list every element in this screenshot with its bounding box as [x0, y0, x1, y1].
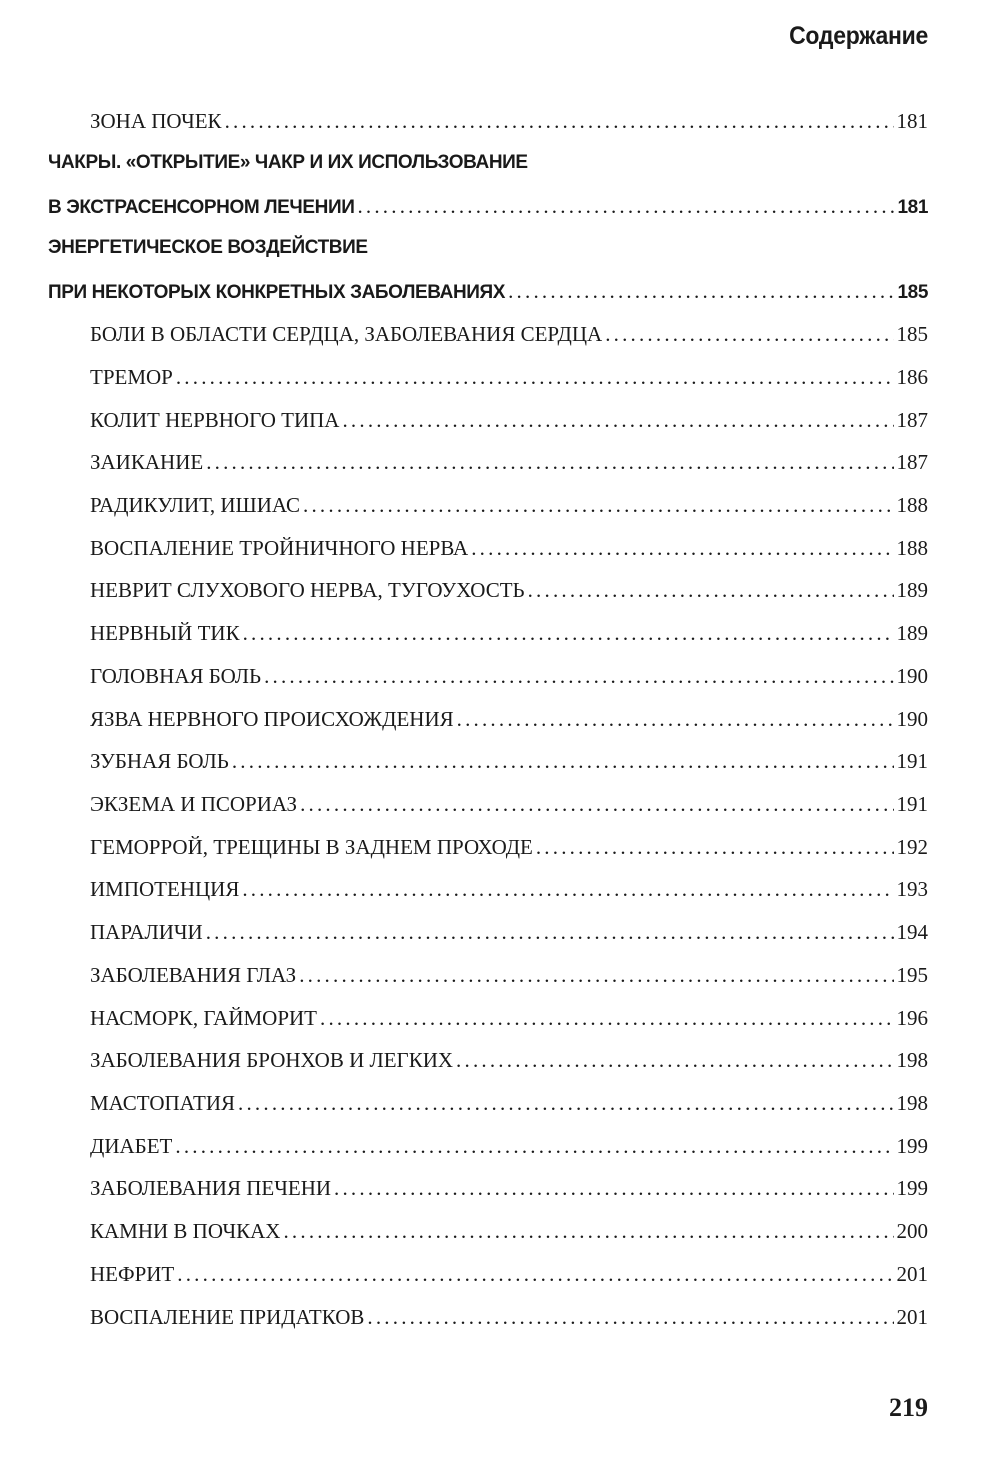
toc-dot-leader — [242, 877, 893, 902]
toc-entry-page: 192 — [896, 835, 928, 859]
toc-entry — [90, 450, 928, 480]
toc-entry — [90, 920, 928, 950]
toc-entry-page: 194 — [896, 920, 928, 944]
toc-entry-page: 181 — [896, 109, 928, 133]
toc-entry-page: 181 — [897, 197, 928, 218]
toc-entry-page: 198 — [896, 1048, 928, 1072]
toc-entry-title: В ЭКСТРАСЕНСОРНОМ ЛЕЧЕНИИ — [48, 197, 355, 218]
toc-entry-page: 193 — [896, 877, 928, 901]
toc-entry-title: ДИАБЕТ — [90, 1134, 173, 1158]
toc-entry-title: ЯЗВА НЕРВНОГО ПРОИСХОЖДЕНИЯ — [90, 707, 454, 731]
toc-entry — [90, 1176, 928, 1206]
toc-dot-leader — [528, 578, 894, 603]
toc-entry-page: 190 — [896, 664, 928, 688]
toc-entry-title: ИМПОТЕНЦИЯ — [90, 877, 240, 901]
toc-dot-leader — [334, 1176, 893, 1201]
toc-entry-title: ЗАБОЛЕВАНИЯ БРОНХОВ И ЛЕГКИХ — [90, 1048, 454, 1072]
toc-entry-page: 198 — [896, 1091, 928, 1115]
toc-entry — [90, 707, 928, 737]
toc-entry-page: 185 — [896, 322, 928, 346]
toc-entry — [90, 1006, 928, 1036]
toc-entry-page: 191 — [896, 792, 928, 816]
toc-entry-title: НЕРВНЫЙ ТИК — [90, 621, 240, 645]
toc-entry-title: НЕВРИТ СЛУХОВОГО НЕРВА, ТУГОУХОСТЬ — [90, 578, 525, 602]
toc-entry — [90, 1305, 928, 1335]
toc-dot-leader — [342, 408, 893, 433]
toc-entry-title: ПАРАЛИЧИ — [90, 920, 203, 944]
toc-entry — [90, 835, 928, 865]
toc-entry-title: ВОСПАЛЕНИЕ ТРОЙНИЧНОГО НЕРВА — [90, 536, 469, 560]
toc-entry-page: 199 — [896, 1176, 928, 1200]
toc-entry-title: БОЛИ В ОБЛАСТИ СЕРДЦА, ЗАБОЛЕВАНИЯ СЕРДЦА — [90, 322, 603, 346]
toc-dot-leader — [320, 1006, 893, 1031]
toc-entry — [90, 749, 928, 779]
toc-entry-page: 188 — [896, 493, 928, 517]
toc-entry — [90, 1091, 928, 1121]
toc-entry-page: 188 — [896, 536, 928, 560]
page-number: 219 — [889, 1393, 928, 1422]
toc-entry — [90, 1134, 928, 1164]
toc-dot-leader — [508, 279, 894, 304]
toc-dot-leader — [357, 194, 894, 219]
toc-entry-title: ЗОНА ПОЧЕК — [90, 109, 222, 133]
toc-section-entry — [48, 279, 928, 309]
toc-entry-page: 189 — [896, 578, 928, 602]
toc-entry — [90, 792, 928, 822]
toc-entry-title: КОЛИТ НЕРВНОГО ТИПА — [90, 408, 340, 432]
toc-entry — [90, 1219, 928, 1249]
toc-dot-leader — [225, 109, 894, 134]
toc-entry — [90, 578, 928, 608]
toc-dot-leader — [299, 963, 893, 988]
toc-dot-leader — [456, 1048, 893, 1073]
toc-entry-title: НЕФРИТ — [90, 1262, 175, 1286]
toc-entry-page: 190 — [896, 707, 928, 731]
toc-entry-page: 187 — [896, 408, 928, 432]
toc-entry-page: 196 — [896, 1006, 928, 1030]
toc-entry — [90, 493, 928, 523]
toc-dot-leader — [367, 1305, 893, 1330]
toc-dot-leader — [238, 1091, 893, 1116]
toc-entry-page: 185 — [897, 282, 928, 303]
toc-entry-title: ЧАКРЫ. «ОТКРЫТИЕ» ЧАКР И ИХ ИСПОЛЬЗОВАНИЕ — [48, 152, 528, 173]
toc-entry — [90, 621, 928, 651]
toc-entry-title: ПРИ НЕКОТОРЫХ КОНКРЕТНЫХ ЗАБОЛЕВАНИЯХ — [48, 282, 506, 303]
toc-entry-title: ЭНЕРГЕТИЧЕСКОЕ ВОЗДЕЙСТВИЕ — [48, 237, 368, 258]
toc-entry — [90, 365, 928, 395]
toc-dot-leader — [175, 1134, 893, 1159]
toc-dot-leader — [536, 835, 894, 860]
toc-entry-title: РАДИКУЛИТ, ИШИАС — [90, 493, 301, 517]
toc-dot-leader — [206, 920, 894, 945]
toc-section-entry — [48, 194, 928, 224]
toc-entry — [90, 664, 928, 694]
toc-entry-title: ЗАИКАНИЕ — [90, 450, 204, 474]
toc-dot-leader — [232, 749, 894, 774]
toc-dot-leader — [177, 1262, 893, 1287]
toc-entry-title: ТРЕМОР — [90, 365, 173, 389]
toc-entry-title: КАМНИ В ПОЧКАХ — [90, 1219, 281, 1243]
toc-entry-title: ЗАБОЛЕВАНИЯ ГЛАЗ — [90, 963, 297, 987]
toc-entry-title: ГЕМОРРОЙ, ТРЕЩИНЫ В ЗАДНЕМ ПРОХОДЕ — [90, 835, 533, 859]
toc-dot-leader — [300, 792, 893, 817]
toc-entry-title: ВОСПАЛЕНИЕ ПРИДАТКОВ — [90, 1305, 365, 1329]
toc-entry — [90, 322, 928, 352]
toc-section-heading — [48, 152, 928, 182]
toc-dot-leader — [264, 664, 893, 689]
toc-dot-leader — [283, 1219, 893, 1244]
toc-entry — [90, 1048, 928, 1078]
toc-entry-page: 189 — [896, 621, 928, 645]
toc-entry — [90, 408, 928, 438]
toc-entry-page: 201 — [896, 1262, 928, 1286]
toc-entry — [90, 109, 928, 139]
toc-dot-leader — [605, 322, 893, 347]
toc-entry — [90, 536, 928, 566]
toc-entry-page: 199 — [896, 1134, 928, 1158]
toc-entry-page: 195 — [896, 963, 928, 987]
toc-entry-page: 191 — [896, 749, 928, 773]
toc-dot-leader — [471, 536, 893, 561]
toc-section-heading — [48, 237, 928, 267]
toc-entry-page: 186 — [896, 365, 928, 389]
toc-entry-title: МАСТОПАТИЯ — [90, 1091, 236, 1115]
toc-entry — [90, 1262, 928, 1292]
toc-entry-title: ЗУБНАЯ БОЛЬ — [90, 749, 229, 773]
toc-entry-title: ГОЛОВНАЯ БОЛЬ — [90, 664, 262, 688]
toc-entry-page: 187 — [896, 450, 928, 474]
toc-entry-title: ЗАБОЛЕВАНИЯ ПЕЧЕНИ — [90, 1176, 332, 1200]
toc-dot-leader — [176, 365, 894, 390]
toc-dot-leader — [206, 450, 893, 475]
toc-dot-leader — [457, 707, 894, 732]
toc-entry-title: ЭКЗЕМА И ПСОРИАЗ — [90, 792, 298, 816]
toc-dot-leader — [303, 493, 893, 518]
toc-entry-page: 200 — [896, 1219, 928, 1243]
toc-entry-page: 201 — [896, 1305, 928, 1329]
toc-dot-leader — [243, 621, 894, 646]
running-head-title: Содержание — [789, 22, 928, 50]
toc-entry — [90, 877, 928, 907]
toc-entry-title: НАСМОРК, ГАЙМОРИТ — [90, 1006, 318, 1030]
toc-entry — [90, 963, 928, 993]
